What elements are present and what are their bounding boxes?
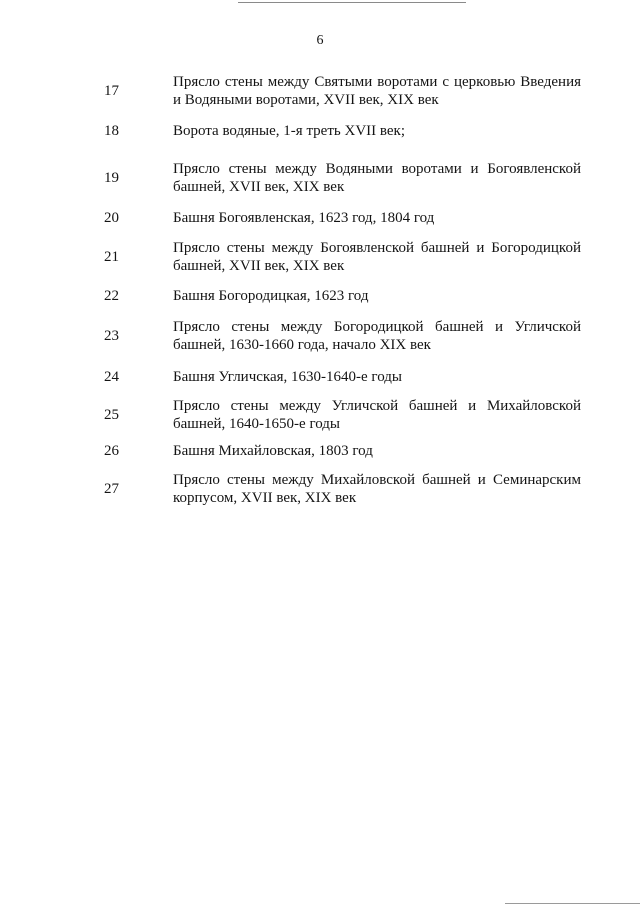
page-number: 6: [316, 33, 324, 48]
item-number: 27: [104, 480, 119, 497]
list-item: [0, 238, 640, 276]
scan-top-rule: [238, 2, 466, 3]
list-item: [0, 159, 640, 197]
item-text: Башня Богородицкая, 1623 год: [173, 288, 369, 304]
item-number: 20: [104, 209, 119, 226]
list-item: [0, 396, 640, 434]
item-number: 18: [104, 122, 119, 139]
item-number: 24: [104, 368, 119, 385]
item-number: 25: [104, 406, 119, 423]
item-text: Прясло стены между Угличской башней и Михайловской башней, 1640-1650-е годы: [173, 398, 581, 432]
item-text: Башня Угличская, 1630-1640-е годы: [173, 369, 402, 385]
list-item: [0, 367, 640, 387]
item-number: 17: [104, 82, 119, 99]
item-text: Ворота водяные, 1-я треть XVII век;: [173, 123, 405, 139]
list-item: [0, 317, 640, 355]
item-number: 21: [104, 248, 119, 265]
item-text: Прясло стены между Водяными воротами и Богоявленской башней, XVII век, XIX век: [173, 161, 581, 195]
list-item: [0, 470, 640, 508]
item-text: Башня Михайловская, 1803 год: [173, 443, 373, 459]
item-text: Башня Богоявленская, 1623 год, 1804 год: [173, 210, 435, 226]
item-number: 19: [104, 169, 119, 186]
item-number: 23: [104, 327, 119, 344]
list-item: [0, 208, 640, 228]
item-number: 22: [104, 287, 119, 304]
list-item: [0, 72, 640, 110]
item-text: Прясло стены между Святыми воротами с церковью Введения и Водяными воротами, XVII век, XIX век: [173, 74, 581, 108]
list-item: [0, 286, 640, 306]
item-text: Прясло стены между Богородицкой башней и Угличской башней, 1630-1660 года, начало XIX век: [173, 319, 581, 353]
item-text: Прясло стены между Богоявленской башней и Богородицкой башней, XVII век, XIX век: [173, 240, 581, 274]
list-item: [0, 441, 640, 461]
scan-bottom-rule: [505, 903, 640, 904]
list-item: [0, 121, 640, 141]
item-text: Прясло стены между Михайловской башней и Семинарским корпусом, XVII век, XIX век: [173, 472, 581, 506]
item-number: 26: [104, 442, 119, 459]
